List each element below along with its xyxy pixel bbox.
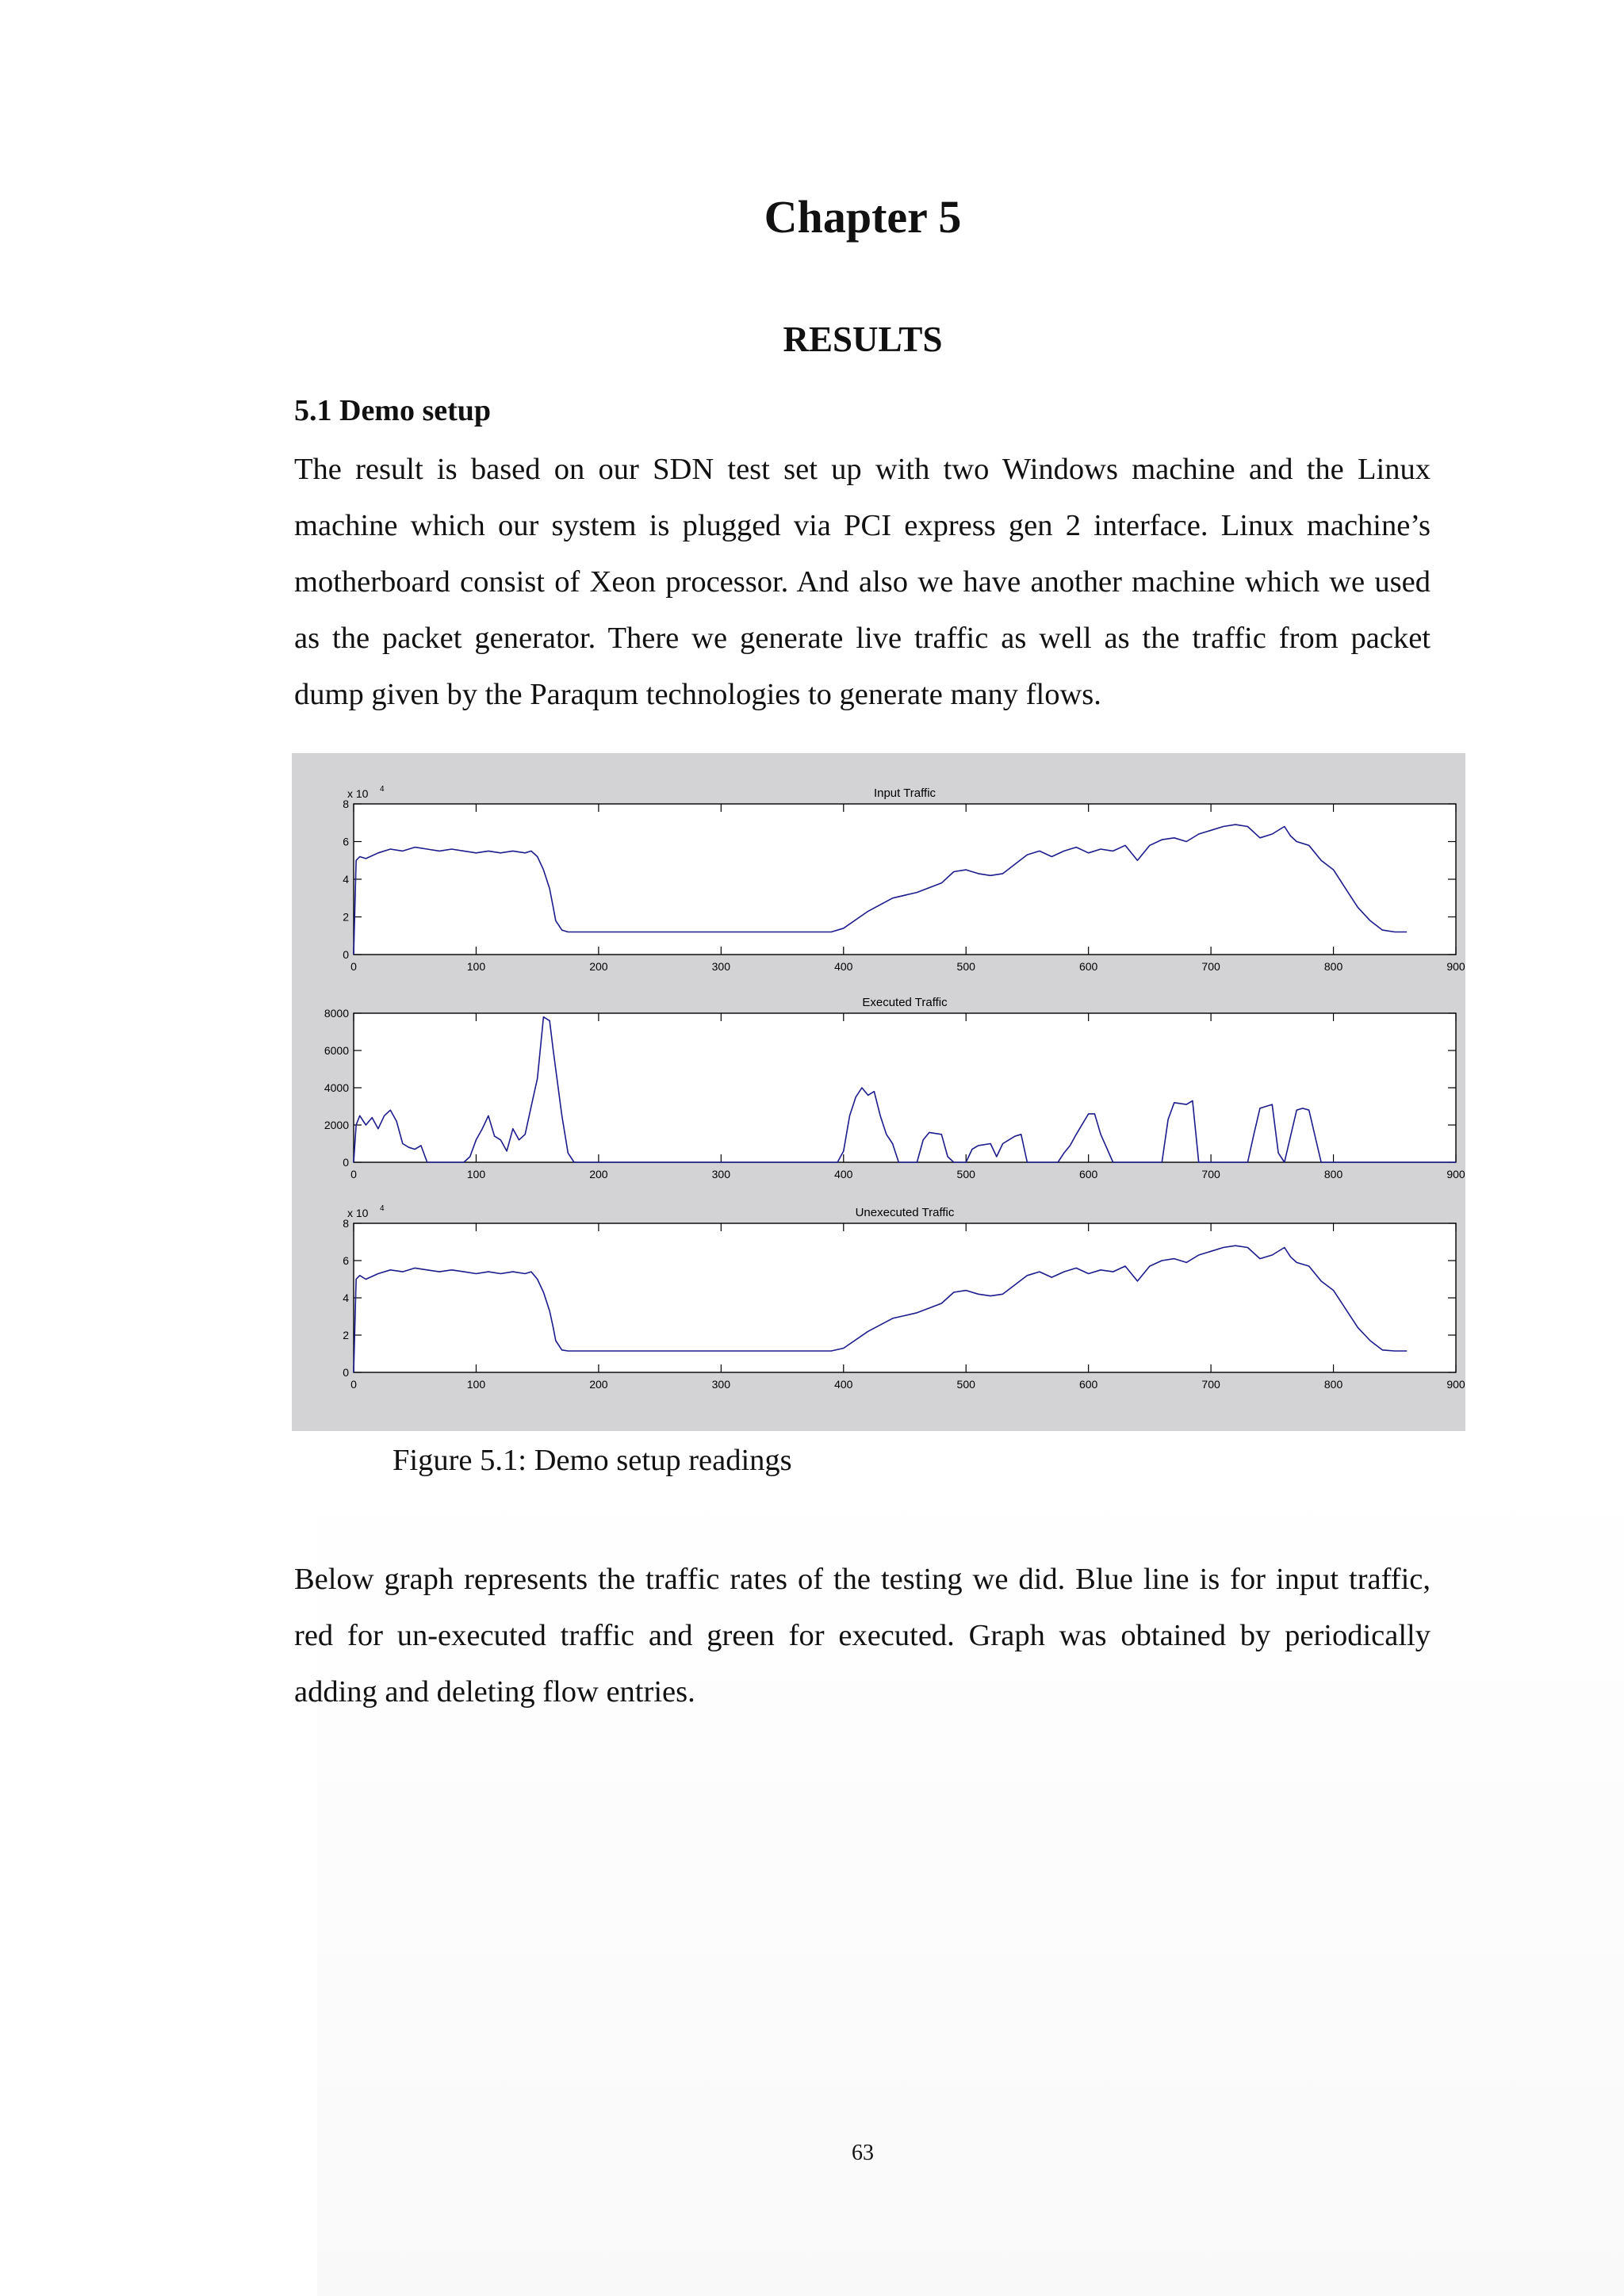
graph-description-paragraph: Below graph represents the traffic rates of the testing we did. Blue line is for input traffic, red for un-executed traffic and green for executed. Graph was obtained by periodically adding and deleting flow entries. bbox=[294, 1563, 1431, 1709]
executed-traffic-x-tick-label: 600 bbox=[1078, 1168, 1098, 1181]
input-traffic-x-tick-label: 800 bbox=[1323, 960, 1343, 973]
unexecuted-traffic-x-tick-label: 700 bbox=[1201, 1378, 1220, 1391]
input-traffic-x-tick-label: 200 bbox=[589, 960, 608, 973]
executed-traffic-x-tick-label: 100 bbox=[466, 1168, 486, 1181]
executed-traffic-chart bbox=[324, 996, 1465, 1181]
unexecuted-traffic-title: Unexecuted Traffic bbox=[855, 1206, 955, 1219]
input-traffic-exponent-superscript: 4 bbox=[380, 785, 385, 794]
chapter-subtitle: RESULTS bbox=[783, 320, 943, 359]
executed-traffic-x-tick-label: 500 bbox=[956, 1168, 975, 1181]
unexecuted-traffic-exponent-label: x 10 bbox=[347, 1207, 369, 1219]
input-traffic-exponent-label: x 10 bbox=[347, 787, 369, 800]
executed-traffic-x-tick-label: 300 bbox=[711, 1168, 731, 1181]
input-traffic-x-tick-label: 900 bbox=[1446, 960, 1465, 973]
traffic-figure bbox=[292, 753, 1465, 1431]
traffic-figure-svg bbox=[292, 753, 1465, 1431]
unexecuted-traffic-x-tick-label: 800 bbox=[1323, 1378, 1343, 1391]
unexecuted-traffic-x-tick-label: 300 bbox=[711, 1378, 731, 1391]
unexecuted-traffic-exponent-superscript: 4 bbox=[380, 1204, 385, 1213]
unexecuted-traffic-x-tick-label: 200 bbox=[589, 1378, 608, 1391]
input-traffic-title: Input Traffic bbox=[873, 786, 936, 800]
input-traffic-x-tick-label: 400 bbox=[834, 960, 853, 973]
unexecuted-traffic-y-tick-label: 2 bbox=[343, 1329, 349, 1341]
section-heading: 5.1 Demo setup bbox=[294, 394, 492, 427]
unexecuted-traffic-y-tick-label: 8 bbox=[343, 1217, 349, 1230]
input-traffic-y-tick-label: 8 bbox=[343, 798, 349, 810]
input-traffic-y-tick-label: 6 bbox=[343, 835, 349, 848]
unexecuted-traffic-y-tick-label: 4 bbox=[343, 1292, 349, 1304]
executed-traffic-y-tick-label: 8000 bbox=[324, 1007, 349, 1020]
executed-traffic-title: Executed Traffic bbox=[862, 996, 948, 1009]
unexecuted-traffic-chart bbox=[343, 1204, 1465, 1391]
executed-traffic-x-tick-label: 200 bbox=[589, 1168, 608, 1181]
executed-traffic-x-tick-label: 800 bbox=[1323, 1168, 1343, 1181]
figure-caption: Figure 5.1: Demo setup readings bbox=[393, 1444, 792, 1477]
executed-traffic-y-tick-label: 0 bbox=[343, 1156, 349, 1169]
input-traffic-y-tick-label: 0 bbox=[343, 948, 349, 961]
chapter-title: Chapter 5 bbox=[764, 191, 962, 243]
unexecuted-traffic-x-tick-label: 500 bbox=[956, 1378, 975, 1391]
input-traffic-y-tick-label: 2 bbox=[343, 910, 349, 924]
intro-paragraph: The result is based on our SDN test set up with two Windows machine and the Linux machine which our system is plugged via PCI express gen 2 interface. Linux machine’s motherboard consist of Xeon processor. And also we have another machine which we used as the packet generator. There we generate live traffic as well as the traffic from packet dump given by the Paraqum technologies to generate many flows. bbox=[294, 453, 1431, 711]
input-traffic-x-tick-label: 600 bbox=[1078, 960, 1098, 973]
executed-traffic-x-tick-label: 700 bbox=[1201, 1168, 1220, 1181]
executed-traffic-y-tick-label: 2000 bbox=[324, 1119, 349, 1131]
input-traffic-y-tick-label: 4 bbox=[343, 873, 349, 886]
unexecuted-traffic-y-tick-label: 6 bbox=[343, 1254, 349, 1267]
executed-traffic-y-tick-label: 4000 bbox=[324, 1081, 349, 1094]
input-traffic-x-tick-label: 500 bbox=[956, 960, 975, 973]
unexecuted-traffic-x-tick-label: 400 bbox=[834, 1378, 853, 1391]
unexecuted-traffic-x-tick-label: 600 bbox=[1078, 1378, 1098, 1391]
unexecuted-traffic-x-tick-label: 900 bbox=[1446, 1378, 1465, 1391]
executed-traffic-y-tick-label: 6000 bbox=[324, 1044, 349, 1057]
input-traffic-x-tick-label: 0 bbox=[350, 960, 357, 973]
executed-traffic-x-tick-label: 900 bbox=[1446, 1168, 1465, 1181]
unexecuted-traffic-y-tick-label: 0 bbox=[343, 1366, 349, 1379]
input-traffic-x-tick-label: 300 bbox=[711, 960, 731, 973]
unexecuted-traffic-axes-box bbox=[354, 1223, 1456, 1372]
page-number: 63 bbox=[852, 2141, 874, 2165]
unexecuted-traffic-x-tick-label: 0 bbox=[350, 1378, 357, 1391]
input-traffic-chart bbox=[343, 785, 1465, 973]
executed-traffic-x-tick-label: 400 bbox=[834, 1168, 853, 1181]
input-traffic-x-tick-label: 100 bbox=[466, 960, 486, 973]
unexecuted-traffic-x-tick-label: 100 bbox=[466, 1378, 486, 1391]
executed-traffic-x-tick-label: 0 bbox=[350, 1168, 357, 1181]
input-traffic-axes-box bbox=[354, 804, 1456, 955]
input-traffic-x-tick-label: 700 bbox=[1201, 960, 1220, 973]
